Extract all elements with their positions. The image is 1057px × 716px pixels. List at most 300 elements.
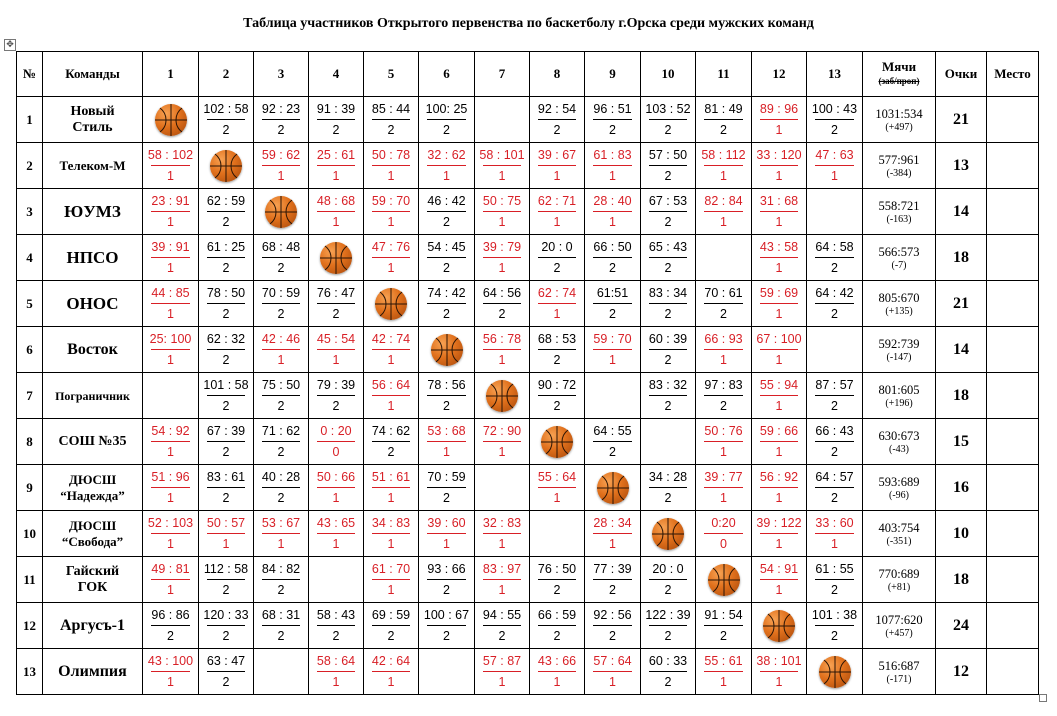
match-result-cell [254,143,309,189]
balls-cell [863,465,936,511]
match-points: 1 [720,215,727,229]
score-divider [207,119,245,120]
score-divider [649,257,687,258]
match-result-cell [696,419,752,465]
match-score: 65 : 43 [648,240,688,254]
match-points: 2 [831,445,838,459]
balls-difference: (-43) [889,443,909,455]
match-points: 2 [609,123,616,137]
score-divider [262,165,300,166]
match-score: 93 : 66 [427,562,466,576]
match-score: 70 : 59 [427,470,466,484]
header-points: Очки [936,52,987,97]
match-points: 1 [498,583,506,597]
match-score: 64 : 58 [815,240,854,254]
match-points: 2 [609,261,616,275]
match-points: 1 [277,537,285,551]
score-divider [262,487,300,488]
match-result-cell [475,143,530,189]
place-cell [987,373,1039,419]
header-col-10: 10 [641,52,696,97]
team-name-line: “Свобода” [61,533,124,549]
match-score: 85 : 44 [371,102,411,116]
match-score: 50 : 57 [206,516,246,530]
score-divider [207,533,245,534]
standings-body [17,97,1039,695]
score-divider [207,671,245,672]
match-score: 50 : 75 [482,194,522,208]
score-divider [427,211,466,212]
match-result-cell [364,189,419,235]
match-score: 112 : 58 [203,562,249,576]
match-points: 1 [498,537,506,551]
match-points: 1 [332,353,340,367]
diagonal-ball-cell [752,603,807,649]
match-points: 1 [609,675,616,689]
match-result-cell [419,419,475,465]
table-row [17,557,1039,603]
match-result-cell [364,419,419,465]
match-result-cell [752,373,807,419]
score-divider [760,487,798,488]
match-result-cell [752,419,807,465]
match-result-cell [364,603,419,649]
match-result-cell [641,97,696,143]
match-result-cell [752,143,807,189]
match-points: 2 [443,629,450,643]
header-col-7: 7 [475,52,530,97]
match-result-cell [530,327,585,373]
match-score: 43 : 100 [147,654,194,668]
header-col-11: 11 [696,52,752,97]
balls-difference: (+457) [885,627,913,639]
match-score: 62 : 32 [206,332,246,346]
match-points: 2 [609,445,616,459]
balls-difference: (-171) [886,673,912,685]
match-result-cell [254,419,309,465]
row-number: 11 [17,557,43,603]
row-number: 10 [17,511,43,557]
match-result-cell [419,465,475,511]
header-num: № [17,52,43,97]
balls-cell [863,235,936,281]
match-score: 100: 25 [425,102,468,116]
points-cell: 21 [936,281,987,327]
match-points: 1 [775,445,783,459]
match-score: 57 : 50 [648,148,688,162]
match-points: 1 [609,353,616,367]
team-name [43,419,143,465]
table-row [17,97,1039,143]
match-points: 1 [332,169,340,183]
match-points: 2 [831,123,838,137]
score-divider [815,119,854,120]
match-points: 1 [775,261,783,275]
match-result-cell [309,603,364,649]
header-col-8: 8 [530,52,585,97]
score-divider [649,395,687,396]
match-result-cell [475,649,530,695]
score-divider [538,395,576,396]
score-divider [427,487,466,488]
balls-total: 630:673 [878,428,920,443]
score-divider [151,487,190,488]
match-points: 2 [664,675,672,689]
match-points: 1 [609,169,616,183]
match-score: 83 : 61 [206,470,246,484]
empty-match-cell [143,373,199,419]
match-points: 1 [167,307,174,321]
header-col-5: 5 [364,52,419,97]
match-result-cell [419,557,475,603]
match-points: 1 [277,169,285,183]
score-divider [207,211,245,212]
match-points: 2 [664,399,672,413]
score-divider [760,303,798,304]
match-result-cell [364,373,419,419]
score-divider [151,211,190,212]
match-points: 1 [332,491,340,505]
match-points: 1 [387,537,395,551]
match-score: 92 : 23 [261,102,301,116]
team-name [43,511,143,557]
match-points: 2 [277,629,285,643]
score-divider [538,211,576,212]
match-score: 74 : 62 [371,424,411,438]
match-result-cell [254,97,309,143]
match-points: 2 [498,307,506,321]
score-divider [483,349,521,350]
balls-total: 566:573 [878,244,920,259]
score-divider [649,165,687,166]
match-points: 2 [332,629,340,643]
score-divider [593,533,632,534]
points-cell: 14 [936,327,987,373]
score-divider [760,349,798,350]
score-divider [372,257,410,258]
score-divider [372,671,410,672]
basketball-icon [819,656,851,688]
balls-difference: (-7) [891,259,907,271]
match-result-cell [585,419,641,465]
match-result-cell [254,511,309,557]
match-result-cell [419,603,475,649]
match-points: 2 [609,629,616,643]
match-result-cell [696,97,752,143]
match-score: 101 : 38 [811,608,858,622]
row-number: 7 [17,373,43,419]
row-number: 8 [17,419,43,465]
balls-cell [863,281,936,327]
score-divider [538,487,576,488]
match-result-cell [585,97,641,143]
score-divider [317,533,355,534]
team-name [43,373,143,419]
match-points: 2 [443,491,450,505]
score-divider [704,119,743,120]
match-points: 1 [167,675,174,689]
table-resize-handle[interactable] [1039,694,1047,702]
match-result-cell [807,97,863,143]
score-divider [538,579,576,580]
match-points: 1 [609,215,616,229]
table-move-handle-icon[interactable]: ✥ [4,39,16,51]
match-score: 52 : 103 [147,516,194,530]
table-row [17,373,1039,419]
match-result-cell [254,373,309,419]
header-row [17,52,1039,97]
match-result-cell [530,189,585,235]
score-divider [483,257,521,258]
score-divider [207,303,245,304]
match-score: 90 : 72 [537,378,577,392]
row-number: 4 [17,235,43,281]
empty-match-cell [696,235,752,281]
score-divider [372,533,410,534]
match-result-cell [807,143,863,189]
team-name-line: Олимпия [58,662,127,680]
match-score: 77 : 39 [593,562,632,576]
team-name [43,557,143,603]
match-points: 2 [222,353,230,367]
score-divider [704,395,743,396]
balls-total: 593:689 [878,474,920,489]
match-result-cell [696,189,752,235]
match-points: 1 [387,399,395,413]
score-divider [815,441,854,442]
match-result-cell [199,189,254,235]
balls-total: 1031:534 [875,106,923,121]
team-name-line: “Надежда” [60,487,125,503]
match-score: 87 : 57 [815,378,854,392]
team-name-line: ДЮСШ [68,471,117,487]
score-divider [317,395,355,396]
match-score: 64 : 42 [815,286,854,300]
points-cell: 24 [936,603,987,649]
match-score: 40 : 28 [261,470,301,484]
empty-match-cell [585,373,641,419]
match-result-cell [254,603,309,649]
match-result-cell [199,603,254,649]
match-result-cell [530,143,585,189]
score-divider [538,671,576,672]
score-divider [704,441,743,442]
match-score: 76 : 50 [537,562,577,576]
match-score: 102 : 58 [203,102,249,116]
diagonal-ball-cell [143,97,199,143]
diagonal-ball-cell [807,649,863,695]
match-points: 2 [222,491,230,505]
team-name [43,281,143,327]
match-result-cell [199,235,254,281]
match-result-cell [199,419,254,465]
score-divider [649,625,687,626]
table-row [17,281,1039,327]
score-divider [760,211,798,212]
row-number: 2 [17,143,43,189]
score-divider [649,579,687,580]
match-score: 28 : 34 [593,516,632,530]
match-result-cell [309,419,364,465]
match-score: 39 : 122 [756,516,802,530]
match-score: 42 : 64 [371,654,411,668]
score-divider [151,441,190,442]
match-score: 43 : 58 [759,240,799,254]
empty-match-cell [475,465,530,511]
match-result-cell [143,189,199,235]
match-score: 61 : 70 [371,562,411,576]
score-divider [483,303,521,304]
match-result-cell [752,465,807,511]
match-points: 1 [775,537,783,551]
match-score: 49 : 81 [151,562,190,576]
score-divider [262,303,300,304]
match-score: 79 : 39 [316,378,356,392]
diagonal-ball-cell [419,327,475,373]
place-cell [987,511,1039,557]
balls-difference: (-351) [886,535,912,547]
match-score: 25 : 61 [316,148,356,162]
score-divider [151,533,190,534]
match-result-cell [254,465,309,511]
match-score: 66 : 93 [704,332,743,346]
match-score: 59 : 66 [759,424,799,438]
place-cell [987,281,1039,327]
match-score: 57 : 87 [482,654,522,668]
match-result-cell [641,327,696,373]
match-score: 51 : 61 [371,470,411,484]
team-name-line: ОНОС [66,293,119,313]
match-score: 34 : 83 [371,516,411,530]
match-score: 39 : 67 [537,148,577,162]
match-result-cell [475,603,530,649]
match-points: 2 [720,123,727,137]
match-score: 50 : 66 [316,470,356,484]
match-points: 1 [775,353,783,367]
match-score: 76 : 47 [316,286,356,300]
match-result-cell [309,281,364,327]
score-divider [317,625,355,626]
match-result-cell [309,511,364,557]
match-points: 2 [443,307,450,321]
header-place: Место [987,52,1039,97]
match-score: 60 : 39 [648,332,688,346]
score-divider [427,165,466,166]
match-points: 1 [222,537,230,551]
balls-total: 805:670 [878,290,920,305]
match-result-cell [143,235,199,281]
match-score: 54 : 92 [151,424,190,438]
match-score: 45 : 54 [316,332,356,346]
match-score: 50 : 76 [704,424,743,438]
match-score: 56 : 92 [759,470,799,484]
diagonal-ball-cell [530,419,585,465]
match-score: 66 : 59 [537,608,577,622]
score-divider [760,395,798,396]
match-points: 1 [332,215,340,229]
score-divider [760,671,798,672]
match-points: 1 [443,445,450,459]
match-points: 1 [332,537,340,551]
score-divider [538,625,576,626]
match-points: 2 [553,583,561,597]
score-divider [317,487,355,488]
header-balls [863,52,936,97]
match-result-cell [199,511,254,557]
match-result-cell [585,235,641,281]
match-result-cell [585,327,641,373]
match-points: 2 [609,307,616,321]
points-cell: 12 [936,649,987,695]
balls-cell [863,557,936,603]
match-score: 96 : 86 [151,608,190,622]
match-points: 2 [664,215,672,229]
match-result-cell [641,143,696,189]
balls-total: 577:961 [878,152,920,167]
match-result-cell [309,373,364,419]
score-divider [649,487,687,488]
empty-match-cell [641,419,696,465]
match-points: 2 [664,491,672,505]
score-divider [262,533,300,534]
table-row [17,603,1039,649]
match-score: 100 : 67 [423,608,470,622]
match-result-cell [641,603,696,649]
match-result-cell [807,419,863,465]
score-divider [427,533,466,534]
match-score: 67 : 100 [756,332,802,346]
score-divider [760,257,798,258]
team-name [43,189,143,235]
balls-difference: (-163) [886,213,912,225]
score-divider [483,671,521,672]
score-divider [593,303,632,304]
balls-cell [863,97,936,143]
match-result-cell [752,235,807,281]
match-score: 63 : 47 [206,654,246,668]
score-divider [317,671,355,672]
match-result-cell [143,327,199,373]
balls-difference: (-147) [886,351,912,363]
match-result-cell [419,235,475,281]
match-points: 2 [831,583,838,597]
match-score: 34 : 28 [648,470,688,484]
team-name-line: Пограничник [55,388,130,403]
match-result-cell [641,465,696,511]
header-col-1: 1 [143,52,199,97]
match-score: 58 : 64 [316,654,356,668]
match-score: 53 : 68 [427,424,466,438]
match-result-cell [309,465,364,511]
header-team: Команды [43,52,143,97]
match-result-cell [475,281,530,327]
match-result-cell [752,557,807,603]
match-result-cell [254,557,309,603]
match-result-cell [364,235,419,281]
match-result-cell [807,511,863,557]
match-points: 2 [222,675,230,689]
match-points: 2 [332,399,340,413]
basketball-icon [210,150,242,182]
match-result-cell [807,465,863,511]
match-result-cell [143,603,199,649]
match-result-cell [419,373,475,419]
place-cell [987,327,1039,373]
score-divider [815,165,854,166]
score-divider [151,625,190,626]
team-name-line: Телеком-М [59,157,126,173]
match-result-cell [641,373,696,419]
